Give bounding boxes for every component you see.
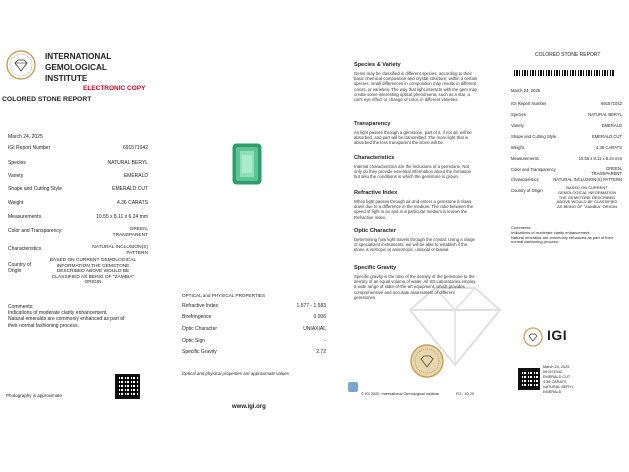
right-field-label: Variety bbox=[511, 123, 524, 128]
field-value: 4.36 CARATS bbox=[116, 200, 148, 206]
characteristics-value: NATURAL INCLUSION(S) PATTERN bbox=[92, 245, 148, 256]
section-title: Refractive Index bbox=[354, 190, 398, 196]
section-title: Transparency bbox=[354, 121, 391, 127]
barcode bbox=[514, 70, 614, 76]
emerald-photo bbox=[232, 143, 262, 185]
right-field-value: 10.55 x 8.11 x 6.24 mm bbox=[578, 156, 622, 161]
igi-seal-logo bbox=[6, 50, 36, 80]
property-label: Birefringence bbox=[182, 314, 212, 320]
website-link[interactable]: www.igi.org bbox=[232, 404, 266, 410]
property-label: Refractive Index bbox=[182, 303, 219, 309]
right-field-label: Shape and Cutting Style bbox=[511, 134, 557, 139]
property-label: Optic Sign bbox=[182, 338, 206, 344]
comments: Comments: Indications of moderate clarity enhancement. Natural emeralds are commonly enhanced as part of their normal fashioning process. bbox=[8, 304, 125, 329]
info-footer-code: FD - 10.20 bbox=[456, 392, 474, 396]
right-char-label: Characteristics bbox=[511, 177, 539, 182]
right-field-value: 691571042 bbox=[601, 101, 622, 106]
right-comments: Comments: Indications of moderate clarity enhancement. Natural emeralds are commonly enhanced as part of their normal fashioning process. bbox=[511, 225, 614, 245]
property-value: - bbox=[324, 338, 326, 344]
photo-note: Photography is approximate bbox=[6, 393, 63, 398]
right-char-value: NATURAL INCLUSION(S) PATTERN bbox=[553, 177, 622, 182]
field-value: 691571042 bbox=[122, 145, 148, 151]
right-origin-value: BASED ON CURRENT GEMOLOGICAL INFORMATION THE GEMSTONE DESCRIBED ABOVE WOULD BE CLASSIFIED AS BEING OF "ZAMBIA" ORIGIN bbox=[556, 185, 618, 210]
section-text: Specific gravity is the ratio of the density of the gemstone to the density of an equal volume of water. All IGI Laboratories employ a wide range of state-of-the-art equipment, which provides comprehensive and accurate assessment of different gemstones. bbox=[354, 274, 476, 300]
field-value: EMERALD bbox=[123, 173, 148, 179]
properties-title: OPTICAL and PHYSICAL PROPERTIES bbox=[182, 293, 266, 298]
field-label: Species bbox=[8, 160, 26, 166]
field-value: EMERALD CUT bbox=[112, 186, 148, 192]
property-value: UNIAXIAL bbox=[303, 326, 326, 332]
field-value: NATURAL BERYL bbox=[107, 160, 148, 166]
section-title: Characteristics bbox=[354, 155, 395, 161]
section-text: When light passes through air and enters a gemstone it slows down due to a difference in the medium. The ratio between the speed of light in air and in a particular medium is known the Refractive Index. bbox=[354, 199, 474, 220]
igi-logo-text: IGI bbox=[547, 327, 568, 343]
report-date: March 24, 2025 bbox=[8, 134, 43, 140]
property-label: Specific Gravity bbox=[182, 349, 217, 355]
origin-value: BASED ON CURRENT GEMOLOGICAL INFORMATION THE GEMSTONE DESCRIBED ABOVE WOULD BE CLASSIFIED AS BEING OF "ZAMBIA" ORIGIN bbox=[49, 258, 137, 286]
info-footer-copyright: © IGI 2020, International Gemological Institute bbox=[361, 392, 439, 396]
color-label: Color and Transparency bbox=[8, 228, 62, 234]
right-field-label: Weight bbox=[511, 145, 524, 150]
right-qr-code[interactable] bbox=[518, 368, 540, 390]
qr-code[interactable] bbox=[115, 374, 140, 399]
section-text: As light passes through a gemstone, part of it, if not all, will be absorbed, and part will be transmitted. The more light that is absorbed the less transparent the stone will be. bbox=[354, 130, 472, 146]
gold-seal bbox=[410, 344, 444, 378]
right-color-label: Color and Transparency bbox=[511, 167, 556, 172]
field-label: Measurements bbox=[8, 214, 42, 220]
field-label: Shape and Cutting Style bbox=[8, 186, 62, 192]
electronic-copy-label: ELECTRONIC COPY bbox=[83, 85, 146, 92]
hologram-sticker bbox=[348, 382, 358, 392]
right-field-value: NATURAL BERYL bbox=[588, 112, 622, 117]
right-field-value: 4.36 CARATS bbox=[596, 145, 622, 150]
section-text: Determining how light travels through the crystal. Using a range of specialized instruments, we will be able to establish if the stone is isotropic or anisotropic, uniaxial or biaxial. bbox=[354, 237, 475, 253]
report-title: COLORED STONE REPORT bbox=[2, 96, 92, 103]
origin-label: Country of Origin bbox=[8, 262, 32, 275]
right-field-value: EMERALD CUT bbox=[591, 134, 622, 139]
right-field-label: Measurements bbox=[511, 156, 539, 161]
field-label: IGI Report Number bbox=[8, 145, 51, 151]
property-value: 0.006 bbox=[313, 314, 326, 320]
section-title: Optic Character bbox=[354, 228, 396, 234]
igi-emblem bbox=[523, 327, 543, 347]
right-color-value: GREEN, TRANSPARENT bbox=[591, 166, 622, 176]
stub-info: March 24, 2025 691571042 EMERALD CUT 4.36 CARATS NATURAL BERYL EMERALD bbox=[543, 365, 574, 394]
property-value: 2.72 bbox=[316, 349, 326, 355]
property-label: Optic Character bbox=[182, 326, 218, 332]
properties-note: Optical and physical properties are approximate values bbox=[182, 371, 289, 376]
color-value: GREEN, TRANSPARENT bbox=[112, 227, 148, 238]
section-text: Internal characteristics are the inclusions of a gemstone. Not only do they provide essential information about the formation but also the conditions in which the gemstone is grown. bbox=[354, 164, 472, 180]
right-date: March 24, 2025 bbox=[511, 88, 541, 93]
section-title: Specific Gravity bbox=[354, 265, 397, 271]
right-report-title: COLORED STONE REPORT bbox=[535, 52, 601, 58]
right-field-label: IGI Report Number bbox=[511, 101, 547, 106]
institute-name: INTERNATIONAL GEMOLOGICAL INSTITUTE bbox=[45, 52, 112, 83]
field-label: Variety bbox=[8, 173, 24, 179]
characteristics-label: Characteristics bbox=[8, 246, 42, 252]
property-value: 1.577 - 1.583 bbox=[296, 303, 326, 309]
field-label: Weight bbox=[8, 200, 24, 206]
section-text: Gems may be classified in different species, according to their basic chemical composition and crystal structure; within a certain species, small differences in composition may results in different colors, or varieties. The way that light interacts with the gem may create some interesting optical phenomena, such as a star, a cat's eye effect or change of color, in different varieties. bbox=[354, 71, 478, 103]
right-field-label: Species bbox=[511, 112, 526, 117]
section-title: Species & Variety bbox=[354, 62, 401, 68]
right-field-value: EMERALD bbox=[601, 123, 622, 128]
right-origin-label: Country of Origin bbox=[511, 188, 543, 193]
field-value: 10.55 x 8.11 x 6.24 mm bbox=[96, 214, 148, 220]
